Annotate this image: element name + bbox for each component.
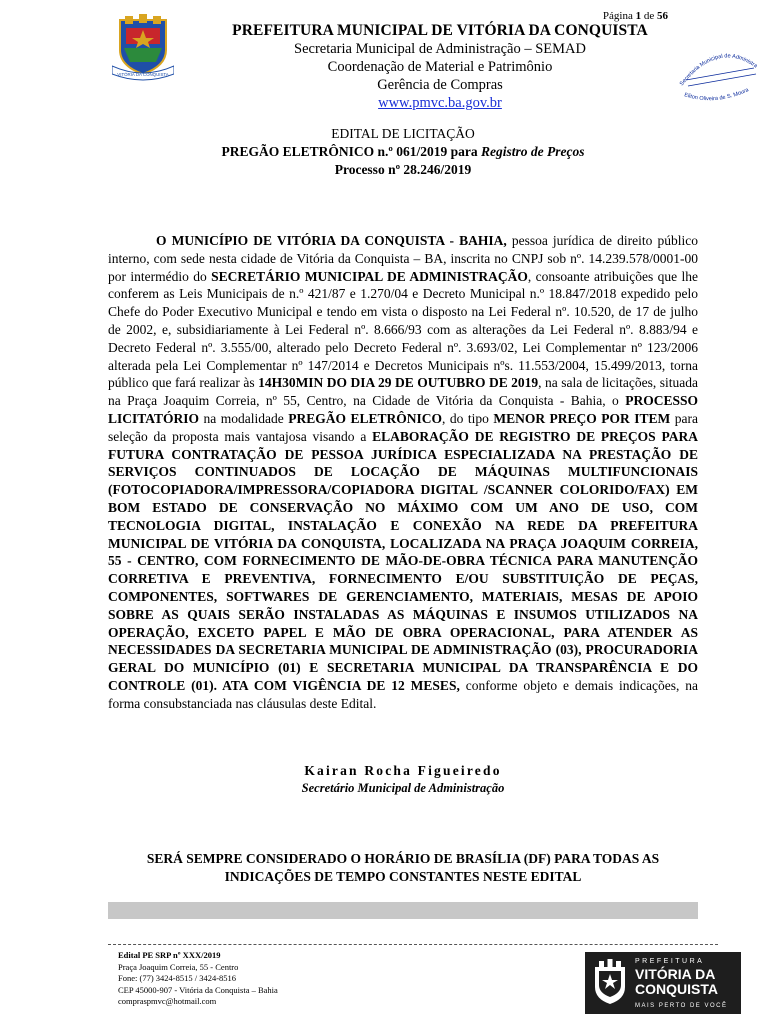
svg-text:Eliton Oliveira de S. Moura bbox=[683, 87, 750, 102]
body-part-5: 14H30MIN DO DIA 29 DE OUTUBRO DE 2019 bbox=[258, 375, 539, 391]
page-number bbox=[603, 10, 668, 22]
body-part-8: na modalidade bbox=[199, 410, 289, 426]
official-stamp-icon bbox=[676, 46, 760, 106]
footer-contact bbox=[118, 950, 278, 1008]
body-part-4: , consoante atribuições que lhe conferem as Leis Municipais de n.º 421/87 e 1.270/04 e Decreto Municipal n.º 18.847/2018 expedido pelo Chefe do Poder Executivo Municipal e tendo em vista o disposto na Lei Federal nº. 10.520, de 17 de julho de 2002, e, subsidiariamente à Lei Federal nº. 8.666/93 com as alterações da Lei Federal nº. 8.883/94 e Decreto Federal nº. 3.555/00, alterado pelo Decreto Federal nº. 3.693/02, Lei Complementar nº 123/2006 alterada pela Lei Complementar nº 147/2014 e Decretos Municipais nºs. 11.553/2004, 15.499/2013, torna público que fará realizar às bbox=[108, 268, 698, 391]
edital-body-paragraph bbox=[108, 232, 698, 713]
signer-name: Kairan Rocha Figueiredo bbox=[304, 763, 502, 778]
coordenacao-line: Coordenação de Material e Patrimônio bbox=[327, 59, 553, 75]
edital-line2-italic: Registro de Preços bbox=[481, 144, 585, 159]
crest-ribbon-text: VITÓRIA DA CONQUISTA bbox=[117, 72, 169, 77]
prefeitura-badge-icon bbox=[593, 959, 627, 1005]
time-notice-line1: SERÁ SEMPRE CONSIDERADO O HORÁRIO DE BRASÍLIA (DF) PARA TODAS AS bbox=[146, 851, 660, 866]
body-part-14: conforme objeto e demais indicações, na forma consubstanciada nas cláusulas deste Edital. bbox=[108, 677, 698, 711]
stamp-text-bottom: Eliton Oliveira de S. Moura bbox=[683, 87, 750, 103]
city-crest-icon bbox=[112, 14, 174, 82]
edital-line3: Processo nº 28.246/2019 bbox=[334, 162, 472, 177]
footer-address: Praça Joaquim Correia, 55 - Centro bbox=[118, 961, 239, 972]
logo-conquista-text: CONQUISTA bbox=[635, 981, 718, 997]
footer-email: compraspmvc@hotmail.com bbox=[118, 996, 217, 1006]
footer-divider bbox=[108, 944, 718, 945]
org-title: PREFEITURA MUNICIPAL DE VITÓRIA DA CONQUISTA bbox=[232, 22, 648, 39]
footer-cep: CEP 45000-907 - Vitória da Conquista – Bahia bbox=[118, 984, 278, 995]
page-number-sep: de bbox=[643, 10, 655, 22]
grey-separator-bar bbox=[108, 902, 698, 919]
prefeitura-logo bbox=[585, 952, 741, 1014]
website-link[interactable]: www.pmvc.ba.gov.br bbox=[378, 95, 502, 111]
logo-vitoria-text: VITÓRIA DA bbox=[635, 966, 716, 982]
page-number-current: 1 bbox=[635, 10, 642, 22]
page-number-total: 56 bbox=[657, 10, 668, 22]
body-part-6: , na sala de licitações, situada na Praça Joaquim Correia, nº 55, Centro, na Cidade de Vitória da Conquista - Bahia, o bbox=[108, 375, 698, 409]
time-notice bbox=[108, 850, 698, 886]
stamp-text-top: Secretaria Municipal de Administra bbox=[678, 53, 759, 88]
logo-prefeitura-text: PREFEITURA bbox=[635, 958, 705, 965]
body-part-2: pessoa jurídica de direito público interno, com sede nesta cidade de Vitória da Conquista – BA, inscrita no CNPJ sob nº. 14.239.578/0001-00 por intermédio do bbox=[108, 233, 698, 284]
edital-line1: EDITAL DE LICITAÇÃO bbox=[331, 126, 475, 141]
body-part-1: O MUNICÍPIO DE VITÓRIA DA CONQUISTA - BAHIA, bbox=[156, 233, 507, 248]
footer-phone: Fone: (77) 3424-8515 / 3424-8516 bbox=[118, 973, 237, 983]
footer-title: Edital PE SRP nº XXX/2019 bbox=[118, 950, 221, 960]
secretaria-line: Secretaria Municipal de Administração – SEMAD bbox=[294, 41, 586, 57]
body-part-3: SECRETÁRIO MUNICIPAL DE ADMINISTRAÇÃO bbox=[211, 268, 528, 284]
body-part-9: PREGÃO ELETRÔNICO bbox=[288, 410, 442, 426]
time-notice-line2: INDICAÇÕES DE TEMPO CONSTANTES NESTE EDITAL bbox=[224, 869, 582, 884]
signature-block bbox=[108, 763, 698, 796]
page-number-prefix: Página bbox=[602, 10, 633, 22]
body-part-11: MENOR PREÇO POR ITEM bbox=[493, 410, 671, 426]
edital-line2-bold: PREGÃO ELETRÔNICO n.º 061/2019 para bbox=[221, 144, 481, 159]
body-part-13: ELABORAÇÃO DE REGISTRO DE PREÇOS PARA FUTURA CONTRATAÇÃO DE PESSOA JURÍDICA ESPECIALIZADA NA PRESTAÇÃO DE SERVIÇOS CONTINUADOS DE LOCAÇÃO DE MÁQUINAS MULTIFUNCIONAIS (FOTOCOPIADORA/IMPRESSORA/COPIADORA DIGITAL /SCANNER COLORIDO/FAX) EM BOM ESTADO DE CONSERVAÇÃO NO MÁXIMO COM UM ANO DE USO, COM TECNOLOGIA DIGITAL, INSTALAÇÃO E CONEXÃO NA REDE DA PREFEITURA MUNICIPAL DE VITÓRIA DA CONQUISTA, LOCALIZADA NA PRAÇA JOAQUIM CORREIA, 55 - CENTRO, COM FORNECIMENTO DE MÃO-DE-OBRA TÉCNICA PARA MANUTENÇÃO CORRETIVA E PREVENTIVA, FORNECIMENTO E/OU SUBSTITUIÇÃO DE PEÇAS, COMPONENTES, SOFTWARES DE GERENCIAMENTO, MATERIAIS, MESAS DE APOIO SOBRE AS QUAIS SERÃO INSTALADAS AS MÁQUINAS E INSUMOS UTILIZADOS NA OPERAÇÃO, EXCETO PAPEL E MÃO DE OBRA OPERACIONAL, PARA ATENDER AS NECESSIDADES DA SECRETARIA MUNICIPAL DE ADMINISTRAÇÃO (03), PROCURADORIA GERAL DO MUNICÍPIO (01) E SECRETARIA MUNICIPAL DA TRANSPARÊNCIA E DO CONTROLE (01). ATA COM VIGÊNCIA DE 12 MESES, bbox=[108, 428, 698, 693]
edital-line2 bbox=[105, 143, 701, 161]
body-part-7: PROCESSO LICITATÓRIO bbox=[108, 393, 698, 426]
body-part-12: para seleção da proposta mais vantajosa visando a bbox=[108, 410, 698, 444]
body-part-10: , do tipo bbox=[441, 410, 494, 426]
gerencia-line: Gerência de Compras bbox=[377, 77, 503, 93]
logo-tagline: MAIS PERTO DE VOCÊ bbox=[635, 1003, 728, 1009]
edital-heading bbox=[105, 125, 701, 179]
document-header bbox=[200, 22, 680, 112]
signer-role: Secretário Municipal de Administração bbox=[301, 781, 505, 795]
